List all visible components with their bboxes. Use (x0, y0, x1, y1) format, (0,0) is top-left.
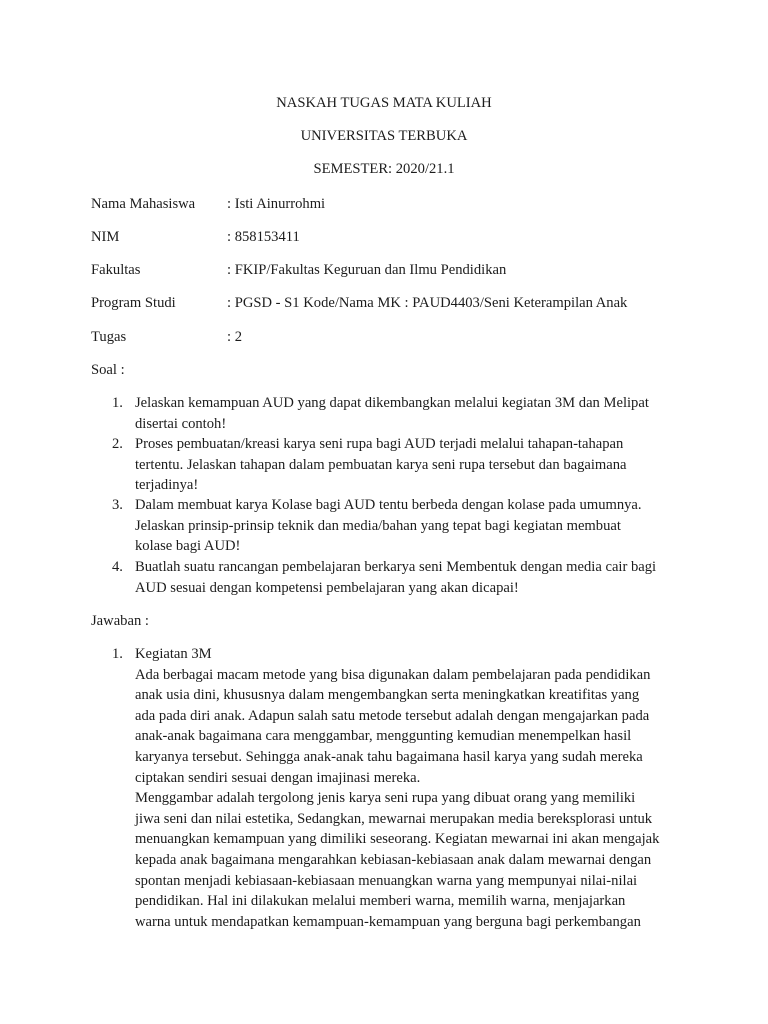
doc-title: NASKAH TUGAS MATA KULIAH (276, 95, 492, 111)
info-label-nim: NIM (91, 229, 120, 245)
jawaban-line: kepada anak bagaimana mengarahkan kebiasan-kebiasaan anak dalam mewarnai dengan (135, 851, 652, 868)
soal-number: 4. (112, 559, 123, 575)
soal-line: Buatlah suatu rancangan pembelajaran berkarya seni Membentuk dengan media cair bagi (135, 559, 657, 575)
info-label-fakultas: Fakultas (91, 262, 141, 278)
jawaban-number: 1. (112, 646, 123, 662)
info-label-nama: Nama Mahasiswa (91, 196, 196, 212)
soal-line: Proses pembuatan/kreasi karya seni rupa bagi AUD terjadi melalui tahapan-tahapan (135, 436, 624, 452)
info-value-nama: : Isti Ainurrohmi (227, 196, 326, 212)
info-value-fakultas: : FKIP/Fakultas Keguruan dan Ilmu Pendidikan (227, 262, 507, 278)
soal-line: disertai contoh! (135, 415, 227, 432)
info-value-tugas: : 2 (227, 329, 242, 345)
soal-line: AUD sesuai dengan kompetensi pembelajaran yang akan dicapai! (135, 579, 519, 596)
soal-line: terjadinya! (135, 477, 199, 494)
jawaban-line: jiwa seni dan nilai estetika, Sedangkan, mewarnai merupakan media bereksplorasi untuk (135, 810, 653, 827)
soal-line: Jelaskan kemampuan AUD yang dapat dikembangkan melalui kegiatan 3M dan Melipat (135, 395, 649, 411)
jawaban-line: ciptakan sendiri sesuai dengan imajinasi mereka. (135, 769, 421, 786)
soal-number: 3. (112, 497, 123, 513)
jawaban-line: anak-anak bagaimana cara menggambar, menggunting kemudian menempelkan hasil (135, 728, 632, 745)
jawaban-line: Ada berbagai macam metode yang bisa digunakan dalam pembelajaran pada pendidikan (135, 666, 651, 683)
soal-number: 1. (112, 395, 123, 411)
jawaban-line: warna untuk mendapatkan kemampuan-kemampuan yang berguna bagi perkembangan (135, 913, 641, 930)
semester: SEMESTER: 2020/21.1 (313, 161, 455, 177)
jawaban-line: pendidikan. Hal ini dilakukan melalui memberi warna, memilih warna, menjajarkan (135, 893, 626, 910)
soal-item (135, 434, 675, 496)
soal-line: Jelaskan prinsip-prinsip teknik dan media/bahan yang tepat bagi kegiatan membuat (135, 517, 621, 534)
jawaban-line: Menggambar adalah tergolong jenis karya seni rupa yang dibuat orang yang memiliki (135, 790, 636, 807)
jawaban-item (135, 644, 675, 932)
jawaban-line: anak usia dini, khususnya dalam mengembangkan serta meningkatkan kreatifitas yang (135, 687, 640, 704)
soal-heading: Soal : (91, 362, 125, 378)
soal-item (135, 393, 675, 434)
jawaban-line: spontan menjadi kebiasaan-kebiasaan menuangkan warna yang mempunyai nilai-nilai (135, 872, 638, 889)
info-label-prodi: Program Studi (91, 295, 176, 311)
info-value-prodi: : PGSD - S1 Kode/Nama MK : PAUD4403/Seni Keterampilan Anak (227, 295, 628, 311)
soal-item (135, 557, 675, 598)
university-name: UNIVERSITAS TERBUKA (300, 128, 468, 144)
soal-item (135, 495, 675, 557)
jawaban-heading: Jawaban : (91, 613, 149, 629)
soal-number: 2. (112, 436, 123, 452)
jawaban-line: karyanya tersebut. Sehingga anak-anak tahu bagaimana hasil karya yang sudah mereka (135, 748, 643, 765)
jawaban-line: Kegiatan 3M (135, 646, 212, 662)
jawaban-line: menuangkan kemampuan yang dimiliki seseorang. Kegiatan mewarnai ini akan mengajak (135, 831, 660, 848)
info-label-tugas: Tugas (91, 329, 127, 345)
jawaban-line: ada pada diri anak. Adapun salah satu metode tersebut adalah dengan mengajarkan pada (135, 707, 650, 724)
info-value-nim: : 858153411 (227, 229, 300, 245)
soal-line: tertentu. Jelaskan tahapan dalam pembuatan karya seni rupa tersebut dan bagaimana (135, 456, 627, 473)
soal-line: Dalam membuat karya Kolase bagi AUD tentu berbeda dengan kolase pada umumnya. (135, 497, 642, 513)
soal-line: kolase bagi AUD! (135, 538, 241, 555)
